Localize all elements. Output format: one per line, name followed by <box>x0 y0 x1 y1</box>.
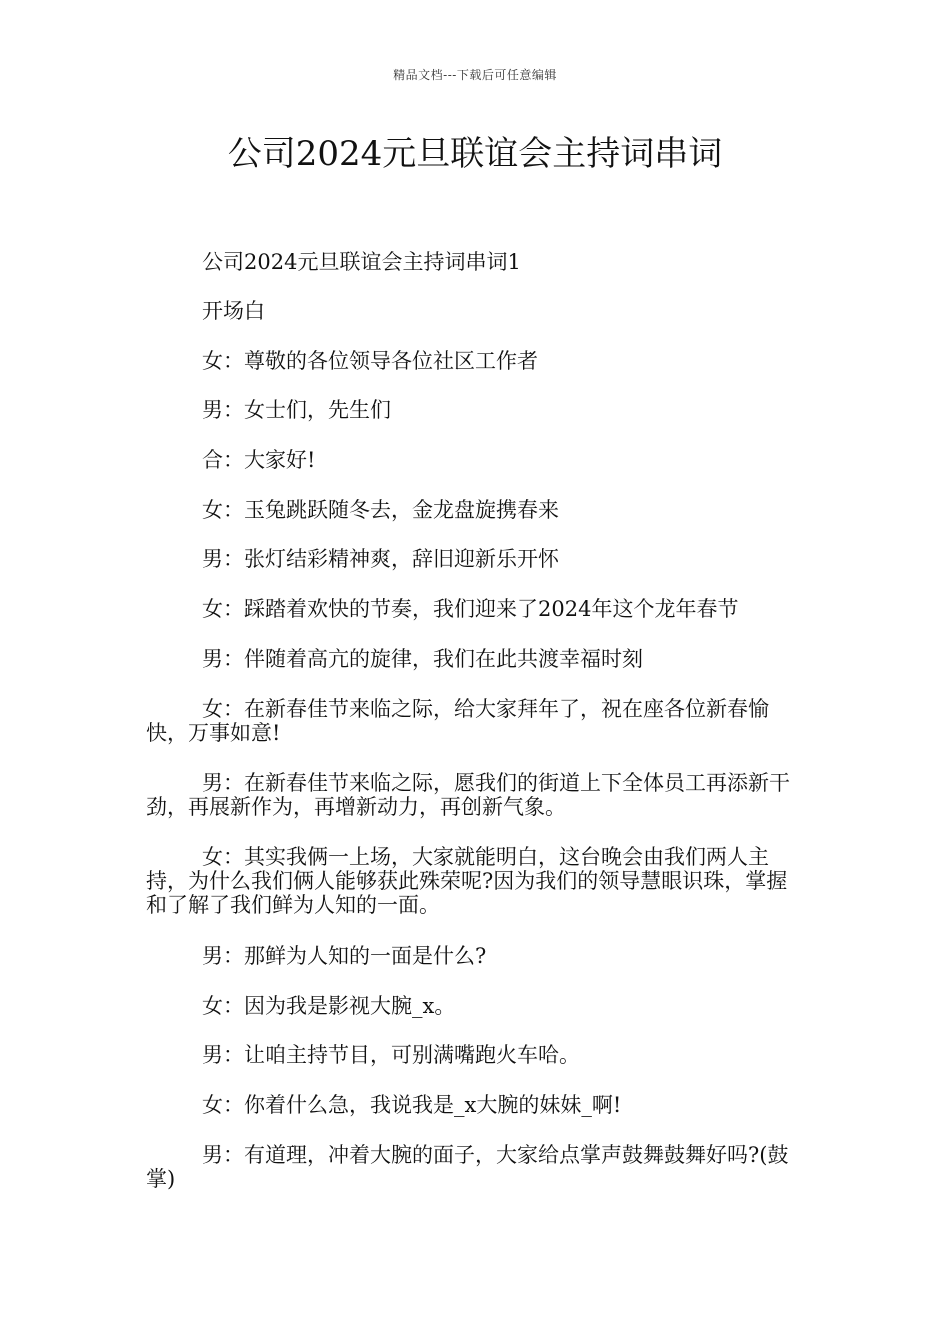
paragraph: 女：你着什么急，我说我是_x大腕的妹妹_啊! <box>202 1093 622 1117</box>
document-title: 公司2024元旦联谊会主持词串词 <box>227 134 723 174</box>
paragraph: 女：玉兔跳跃随冬去，金龙盘旋携春来 <box>202 498 559 522</box>
paragraph: 女：在新春佳节来临之际，给大家拜年了，祝在座各位新春愉快，万事如意! <box>146 697 769 745</box>
section-heading: 公司2024元旦联谊会主持词串词1 <box>202 250 521 274</box>
paragraph: 男：张灯结彩精神爽，辞旧迎新乐开怀 <box>202 547 559 571</box>
paragraph: 男：有道理，冲着大腕的面子，大家给点掌声鼓舞鼓舞好吗?(鼓掌) <box>146 1143 789 1191</box>
paragraph: 合：大家好! <box>202 448 316 472</box>
header-note: 精品文档---下载后可任意编辑 <box>393 68 557 82</box>
paragraph: 男：在新春佳节来临之际，愿我们的街道上下全体员工再添新干劲，再展新作为，再增新动力，再创新气象。 <box>146 771 790 819</box>
paragraph: 女：尊敬的各位领导各位社区工作者 <box>202 349 538 373</box>
paragraph: 女：踩踏着欢快的节奏，我们迎来了2024年这个龙年春节 <box>202 597 739 621</box>
paragraph: 女：其实我俩一上场，大家就能明白，这台晚会由我们两人主持，为什么我们俩人能够获此殊荣呢?因为我们的领导慧眼识珠，掌握和了解了我们鲜为人知的一面。 <box>146 845 788 917</box>
paragraph: 开场白 <box>202 299 265 323</box>
paragraph: 女：因为我是影视大腕_x。 <box>202 994 456 1018</box>
paragraph: 男：让咱主持节目，可别满嘴跑火车哈。 <box>202 1043 580 1067</box>
paragraph: 男：那鲜为人知的一面是什么? <box>202 944 487 968</box>
paragraph: 男：伴随着高亢的旋律，我们在此共渡幸福时刻 <box>202 647 643 671</box>
paragraph: 男：女士们，先生们 <box>202 398 391 422</box>
